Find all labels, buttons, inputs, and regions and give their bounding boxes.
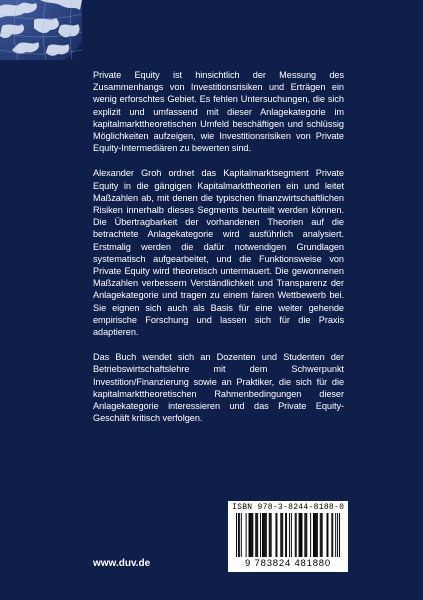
barcode-bar xyxy=(270,513,271,557)
barcode-bar xyxy=(241,513,242,557)
barcode-bar xyxy=(317,513,318,557)
barcode-bar xyxy=(269,513,270,557)
barcode-bar xyxy=(264,513,265,557)
barcode-bar xyxy=(262,513,263,557)
barcode-bar xyxy=(281,513,282,557)
barcode-bar xyxy=(252,513,253,557)
barcode-bar xyxy=(331,513,332,557)
barcode-bar xyxy=(251,513,252,557)
barcode-bar xyxy=(314,513,315,557)
barcode-bar xyxy=(257,513,258,557)
barcode-bar xyxy=(327,513,328,557)
barcode-bar xyxy=(265,513,266,557)
barcode-bar xyxy=(266,513,267,557)
barcode-bar xyxy=(271,513,272,557)
barcode-bar xyxy=(305,513,306,557)
barcode-bar xyxy=(337,513,338,557)
barcode-bar xyxy=(291,513,292,557)
barcode-bar xyxy=(321,513,322,557)
blurb-text xyxy=(93,69,344,437)
barcode-bar xyxy=(280,513,281,557)
barcode-bar xyxy=(306,513,307,557)
barcode-bar xyxy=(299,513,300,557)
barcode-bar xyxy=(260,513,261,557)
barcode-bar xyxy=(282,513,283,557)
globe-icon xyxy=(0,0,82,60)
barcode xyxy=(236,513,340,557)
isbn-label: ISBN 978-3-8244-8188-0 xyxy=(232,503,345,512)
barcode-bar xyxy=(238,513,239,557)
barcode-bar xyxy=(250,513,251,557)
barcode-bar xyxy=(285,513,286,557)
barcode-bar xyxy=(249,513,250,557)
blurb-paragraph-2: Alexander Groh ordnet das Kapitalmarktsegment Private Equity in die gängigen Kapitalmarkttheorien ein und leitet Maßzahlen ab, mit denen die typischen finanzwirtschaftlichen Risiken innerhalb dieses Segments beurteilt werden können. Die Übertragbarkeit der vorhandenen Theorien auf die betrachtete Anlagekategorie wird ausführlich analysiert. Erstmalig werden die dafür notwendigen Grundlagen systematisch aufgearbeitet, und die Funktionsweise von Private Equity wird theoretisch untermauert. Die gewonnenen Maßzahlen verbessern Verständlichkeit und Transparenz der Anlagekategorie und tragen zu einem fairen Wettbewerb bei. Sie eignen sich auch als Basis für eine weiter gehende empirische Forschung und lassen sich für die Praxis adaptieren. xyxy=(93,168,344,338)
barcode-bar xyxy=(296,513,297,557)
barcode-bar xyxy=(286,513,287,557)
barcode-bar xyxy=(327,513,328,557)
barcode-bar xyxy=(301,513,302,557)
barcode-bar xyxy=(275,513,276,557)
barcode-bar xyxy=(239,513,240,557)
barcode-bar xyxy=(236,513,237,557)
publisher-url: www.duv.de xyxy=(93,558,151,569)
barcode-bar xyxy=(316,513,317,557)
barcode-bar xyxy=(289,513,290,557)
barcode-bar xyxy=(276,513,277,557)
barcode-bar xyxy=(246,513,247,557)
barcode-bar xyxy=(255,513,256,557)
barcode-bar xyxy=(310,513,311,557)
barcode-bar xyxy=(249,513,250,557)
barcode-bar xyxy=(301,513,302,557)
barcode-bar xyxy=(320,513,321,557)
barcode-digits: 9 783824 481880 xyxy=(245,558,331,569)
barcode-bar xyxy=(335,513,336,557)
isbn-barcode-block xyxy=(228,501,348,572)
barcode-bar xyxy=(313,513,314,557)
barcode-bar xyxy=(315,513,316,557)
barcode-bar xyxy=(256,513,257,557)
blurb-paragraph-3: Das Buch wendet sich an Dozenten und Studenten der Betriebswirtschaftslehre mit dem Schwerpunkt Investition/Finanzierung sowie an Praktiker, die sich für die kapitalmarkttheoretischen Rahmenbedingungen dieser Anlagekategorie interessieren und das Private Equity-Geschäft kritisch verfolgen. xyxy=(93,352,344,424)
barcode-bar xyxy=(332,513,333,557)
barcode-bar xyxy=(300,513,301,557)
barcode-bar xyxy=(295,513,296,557)
barcode-bar xyxy=(339,513,340,557)
barcode-bar xyxy=(263,513,264,557)
barcode-bar xyxy=(322,513,323,557)
blurb-paragraph-1: Private Equity ist hinsichtlich der Messung des Zusammenhangs von Investitionsrisiken und Erträgen ein wenig erforschtes Gebiet. Es fehlen Untersuchungen, die sich explizit und umfassend mit dieser Anlagekategorie im kapitalmarkttheoretischen Umfeld beschäftigen und schlüssig Möglichkeiten aufzeigen, wie Investitionsrisiken von Private Equity-Intermediären zu bewerten sind. xyxy=(93,70,344,154)
barcode-bar xyxy=(304,513,305,557)
